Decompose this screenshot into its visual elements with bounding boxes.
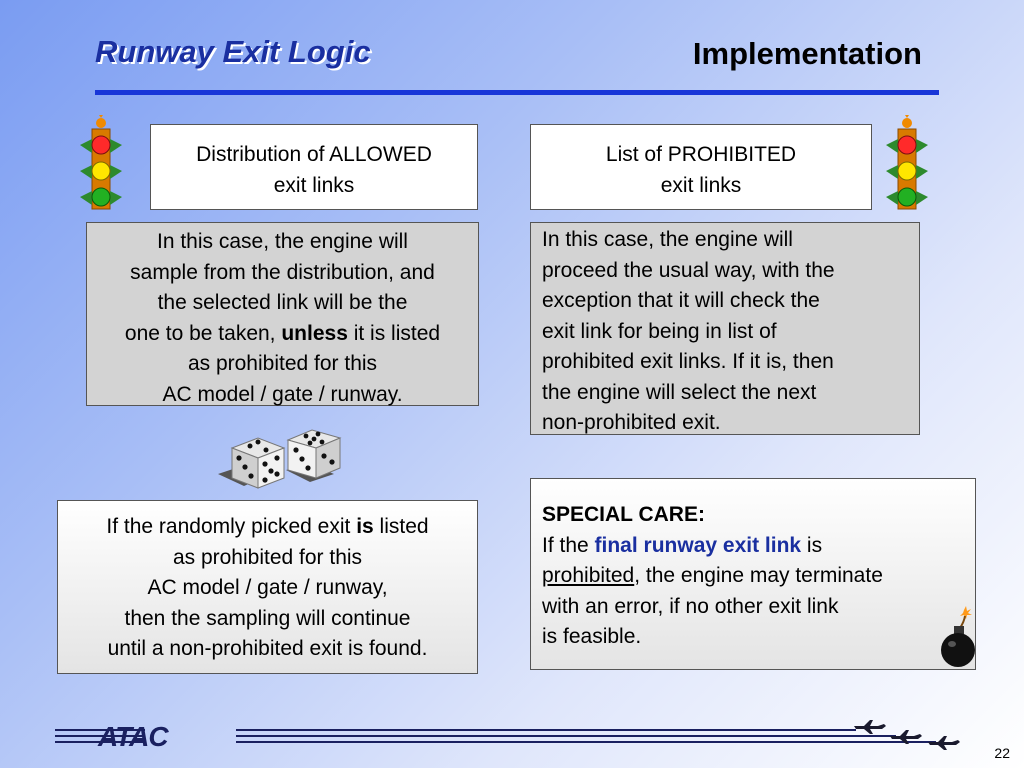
page-number: 22 (994, 745, 1010, 761)
airplane-icon (852, 718, 964, 754)
final-exit-highlight: final runway exit link (594, 533, 802, 557)
prohibited-body-box (530, 222, 920, 435)
random-line (58, 512, 477, 543)
atac-logo (92, 721, 174, 753)
allowed-body-line: sample from the distribution, and (130, 260, 435, 284)
allowed-header-line: Distribution of ALLOWED (196, 143, 432, 166)
title-divider (95, 90, 939, 95)
random-text: If the randomly picked exit (106, 515, 357, 538)
footer-line (236, 741, 936, 743)
prohibited-body-line: In this case, the engine will (542, 228, 793, 251)
dice-icon (214, 428, 348, 490)
prohibited-header-box (530, 124, 872, 210)
random-line: as prohibited for this (172, 545, 363, 569)
prohibited-body-line: non-prohibited exit. (542, 411, 721, 434)
special-line: is feasible. (542, 625, 642, 648)
allowed-body-line: the selected link will be the (157, 291, 408, 314)
footer-line (236, 735, 896, 737)
footer-line (236, 729, 856, 731)
random-line: then the sampling will continue (124, 606, 411, 630)
allowed-body-line: In this case, the engine will (157, 230, 408, 253)
prohibited-header-line: List of PROHIBITED (605, 143, 797, 166)
special-text: If the (542, 533, 595, 557)
traffic-light-icon (882, 115, 932, 213)
prohibited-underlined: prohibited (542, 564, 635, 587)
atac-logo-text: ATAC (98, 721, 168, 752)
traffic-light-icon (76, 115, 126, 213)
special-care-heading (542, 500, 975, 531)
allowed-body-line: AC model / gate / runway. (162, 382, 403, 406)
random-line: AC model / gate / runway, (147, 576, 388, 599)
special-text: is (801, 533, 823, 557)
prohibited-body-line: the engine will select the next (542, 380, 817, 404)
bomb-icon (938, 606, 978, 670)
allowed-body-box (86, 222, 479, 406)
slide-title: Runway Exit Logic (95, 34, 371, 69)
prohibited-body-line: proceed the usual way, with the (542, 258, 835, 282)
prohibited-body-line: exception that it will check the (542, 289, 820, 312)
allowed-body-text: one to be taken, (124, 321, 282, 345)
prohibited-body-line: exit link for being in list of (542, 319, 777, 343)
special-line (542, 561, 975, 592)
random-pick-box (57, 500, 478, 674)
unless-emphasis: unless (281, 321, 348, 345)
special-line (542, 531, 975, 562)
allowed-body-line: as prohibited for this (187, 352, 378, 375)
random-line: until a non-prohibited exit is found. (107, 637, 428, 660)
special-line: with an error, if no other exit link (542, 594, 839, 618)
prohibited-header-line: exit links (660, 173, 742, 197)
prohibited-body-line: prohibited exit links. If it is, then (542, 350, 834, 373)
allowed-body-line (87, 319, 478, 350)
special-text: , the engine may terminate (634, 564, 883, 587)
random-text: listed (373, 515, 429, 538)
allowed-header-line: exit links (273, 173, 355, 197)
section-title: Implementation (692, 36, 922, 71)
is-emphasis: is (356, 515, 374, 538)
allowed-body-text: it is listed (347, 321, 441, 345)
special-care-box (530, 478, 976, 670)
allowed-header-box (150, 124, 478, 210)
special-heading-text: SPECIAL CARE: (542, 503, 705, 526)
